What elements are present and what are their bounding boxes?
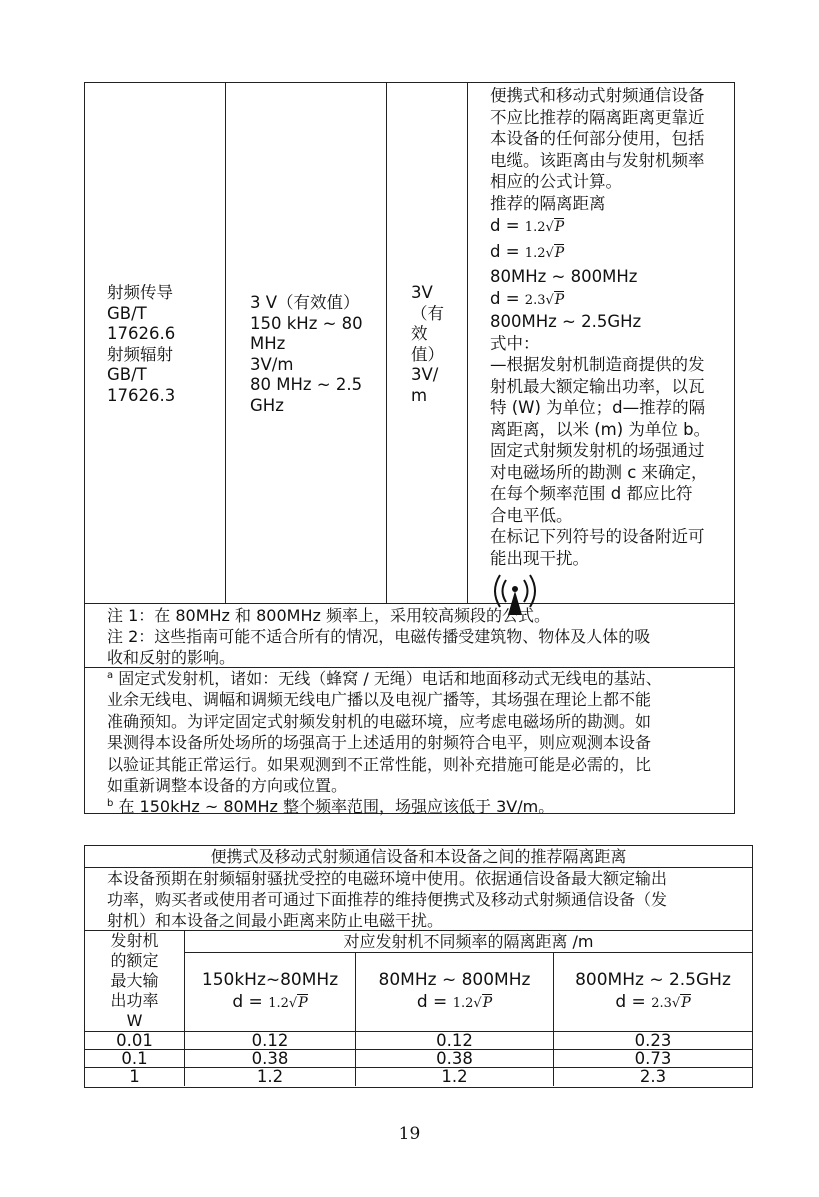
test-level-line: 150 kHz ~ 80 [250,313,363,333]
guidance-cell [468,83,734,604]
compliance-line: （有 [411,303,444,323]
footnote-line: 以验证其能正常运行。如果观测到不正常性能，则补充措施可能是必需的，比 [107,754,652,774]
table-row [85,1068,752,1086]
standard-line: 17626.3 [107,385,176,405]
footnote-line: 业余无线电、调幅和调频无线电广播以及电视广播等，其场强在理论上都不能 [107,690,652,710]
note-line: 收和反射的影响。 [107,648,236,667]
power-cell: 0.1 [85,1050,185,1068]
guidance-line: 本设备的任何部分使用，包括 [490,129,705,148]
test-level-line: MHz [250,334,286,353]
frequency-column-header: 80MHz ~ 800MHz d = 1.2√P [356,953,554,1032]
distance-span-header: 对应发射机不同频率的隔离距离 /m [185,931,752,953]
footnote-a-line: $^a$ 固定式发射机，诸如：无线（蜂窝 / 无绳）电话和地面移动式无线电的基站、 [107,669,662,688]
footnote-a-mark: a [107,670,114,681]
formula-2: d = 1.2√P [490,242,565,261]
description-line: 射机）和本设备之间最小距离来防止电磁干扰。 [107,911,444,930]
distance-cell: 1.2 [356,1068,554,1086]
footnote-b-line: $^b$ 在 150kHz ~ 80MHz 整个频率范围，场强应该低于 3V/m。 [107,797,555,817]
standard-line: 射频辐射 [107,344,173,364]
guidance-line: 合电平低。 [490,505,573,525]
test-level-line: 3V/m [250,354,294,374]
test-level-cell [226,83,387,604]
frequency-column-header: 800MHz ~ 2.5GHz d = 2.3√P [554,953,752,1032]
test-standard-cell [85,83,226,604]
page-number: 19 [398,1124,421,1144]
description-line: 功率，购买者或使用者可通过下面推荐的维持便携式及移动式射频通信设备（发 [107,890,668,909]
standard-line: GB/T [107,365,147,384]
guidance-line: 便携式和移动式射频通信设备 [490,86,705,105]
compliance-line: 3V [411,283,433,302]
distance-cell: 0.12 [356,1032,554,1050]
distance-cell: 1.2 [185,1068,356,1086]
standard-line: GB/T [107,303,147,323]
footnote-line: 果测得本设备所处场所的场强高于上述适用的射频符合电平，则应观测本设备 [107,733,652,753]
frequency-column-header: 150kHz~80MHz d = 1.2√P [185,953,356,1032]
table-row [85,1032,752,1050]
distance-grid [85,931,752,1087]
note-line: 注 1：在 80MHz 和 800MHz 频率上，采用较高频段的公式。 [107,606,550,625]
footnote-line: 准确预知。为评定固定式射频发射机的电磁环境，应考虑电磁场所的勘测。如 [107,711,652,731]
compliance-level-cell [387,83,468,604]
power-cell: 0.01 [85,1032,185,1050]
distance-cell: 0.38 [356,1050,554,1068]
guidance-line: 推荐的隔离距离 [490,193,606,213]
power-column-header: 发射机 的额定 最大输 出功率 W [85,931,185,1032]
guidance-line: 电缆。该距离由与发射机频率 [490,150,705,170]
footnote-b-mark: b [107,798,114,810]
formula-1: d = 1.2√P [490,216,565,235]
frequency-range-2: 80MHz ~ 800MHz [490,267,638,286]
distance-cell: 0.12 [185,1032,356,1050]
power-cell: 1 [85,1068,185,1086]
note-line: 注 2：这些指南可能不适合所有的情况，电磁传播受建筑物、物体及人体的吸 [107,627,651,646]
notes-section [85,604,734,668]
distance-cell: 0.73 [634,1049,672,1068]
table-row [85,1050,752,1068]
table-title: 便携式及移动式射频通信设备和本设备之间的推荐隔离距离 [85,846,752,868]
immunity-table [84,82,735,817]
guidance-line: 对电磁场所的勘测 c 来确定， [490,462,708,482]
distance-cell: 0.38 [185,1050,356,1068]
description-line: 本设备预期在射频辐射骚扰受控的电磁环境中使用。依据通信设备最大额定输出 [107,869,668,888]
guidance-line: 特 (W) 为单位；d—推荐的隔 [490,398,706,417]
frequency-range-3: 800MHz ~ 2.5GHz [490,312,642,331]
distance-cell: 2.3 [639,1067,667,1086]
test-level-line: 3 V（有效值） [250,293,360,312]
distance-cell: 0.23 [634,1031,672,1050]
test-level-line: 80 MHz ~ 2.5 [250,375,363,394]
formula-3: d = 2.3√P [490,288,565,308]
compliance-line: m [411,385,428,405]
guidance-line: 离距离，以米 (m) 为单位 b。 [490,419,711,439]
test-level-line: GHz [250,395,284,415]
guidance-line: 固定式射频发射机的场强通过 [490,441,705,460]
separation-distance-table [84,845,753,1088]
guidance-line: 在每个频率范围 d 都应比符 [490,484,693,503]
guidance-line: 不应比推荐的隔离距离更靠近 [490,107,705,127]
immunity-row [85,83,734,604]
standard-line: 射频传导 [107,283,173,302]
table-description [85,868,752,931]
guidance-line: 式中： [490,333,540,353]
standard-line: 17626.6 [107,324,176,343]
guidance-line: 在标记下列符号的设备附近可 [490,527,705,546]
compliance-line: 效 [411,324,428,343]
footnotes-section [85,668,734,817]
guidance-line: 相应的公式计算。 [490,172,622,191]
compliance-line: 值） [411,344,444,364]
guidance-line: 射机最大额定输出功率，以瓦 [490,376,705,396]
compliance-line: 3V/ [411,365,439,384]
guidance-line: —根据发射机制造商提供的发 [490,355,705,374]
footnote-line: 如重新调整本设备的方向或位置。 [107,776,348,796]
guidance-line: 能出现干扰。 [490,548,589,568]
